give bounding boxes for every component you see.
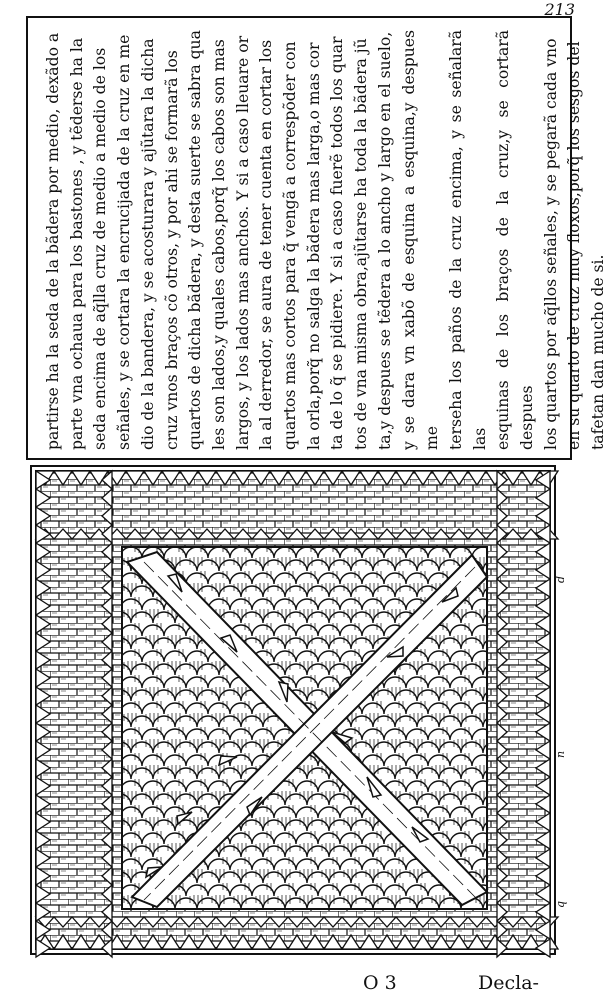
text-line: y se dara vn xabõ de esquina a esquina,y despues me <box>399 30 442 450</box>
signature-mark: O 3 <box>363 972 397 994</box>
text-line: tos de vna misma obra,ajũtarse ha toda la bãdera jũ <box>352 38 371 450</box>
flag-woodcut-illustration <box>30 465 556 955</box>
text-line: largos, y los lados mas anchos. Y si a caso lleuare or <box>233 35 252 450</box>
text-line: dio de la bandera, y se acosturara y ajũtara la dicha <box>138 38 157 450</box>
scale-marks <box>556 478 576 978</box>
scale-mark-q: q <box>554 900 568 909</box>
text-line: ta,y despues se tẽdera a lo ancho y largo en el suelo, <box>375 31 394 450</box>
scale-mark-n: n <box>554 750 568 759</box>
text-line: terseha los paños de la cruz encima, y se señalarã las <box>446 30 489 450</box>
woodcut-drawing <box>32 467 554 953</box>
text-line: partirse ha la seda de la bãdera por medio, dexãdo a <box>44 32 62 450</box>
text-line: les son lados,y quales cabos,porq̃ los cabos son mas <box>209 39 228 450</box>
text-line: tafetan dan mucho de si. <box>589 254 608 450</box>
page-number: 213 <box>544 0 575 19</box>
rotated-text-block <box>28 18 608 462</box>
text-line: señales, y se cortara la encrucijada de la cruz en me <box>115 34 134 450</box>
text-line: parte vna ochaua para los bastones , y tẽderse ha la <box>67 37 86 450</box>
text-line: los quartos por aq̃llos señales, y se pegarã cada vno <box>541 38 560 450</box>
text-line: seda encima de aq̃lla cruz de medio a medio de los <box>91 47 110 450</box>
text-line: quartos de dicha bãdera, y desta suerte se sabra qua <box>186 30 205 450</box>
catchword: Decla- <box>478 972 539 994</box>
rotated-text-frame <box>26 16 608 460</box>
text-line: esquinas de los braços de la cruz,y se cortarã despues <box>494 30 537 450</box>
text-line: la al derredor, se aura de tener cuenta en cortar los <box>257 39 276 450</box>
text-line: la orla,porq̃ no salga la bãdera mas larga,o mas cor <box>304 42 323 450</box>
scale-mark-d: d <box>554 575 568 584</box>
body-text <box>28 18 611 462</box>
text-line: en su quarto de cruz muy floxos,porq̃ los sesgos del <box>565 41 584 450</box>
text-line: quartos mas cortos para q̃ vengã a correspõder con <box>281 41 300 450</box>
text-line: cruz vnos braços cõ otros, y por ahi se formarã los <box>162 50 181 450</box>
text-line: ta de lo q̃ se pidiere. Y si a caso fuerẽ todos los quar <box>328 36 347 450</box>
